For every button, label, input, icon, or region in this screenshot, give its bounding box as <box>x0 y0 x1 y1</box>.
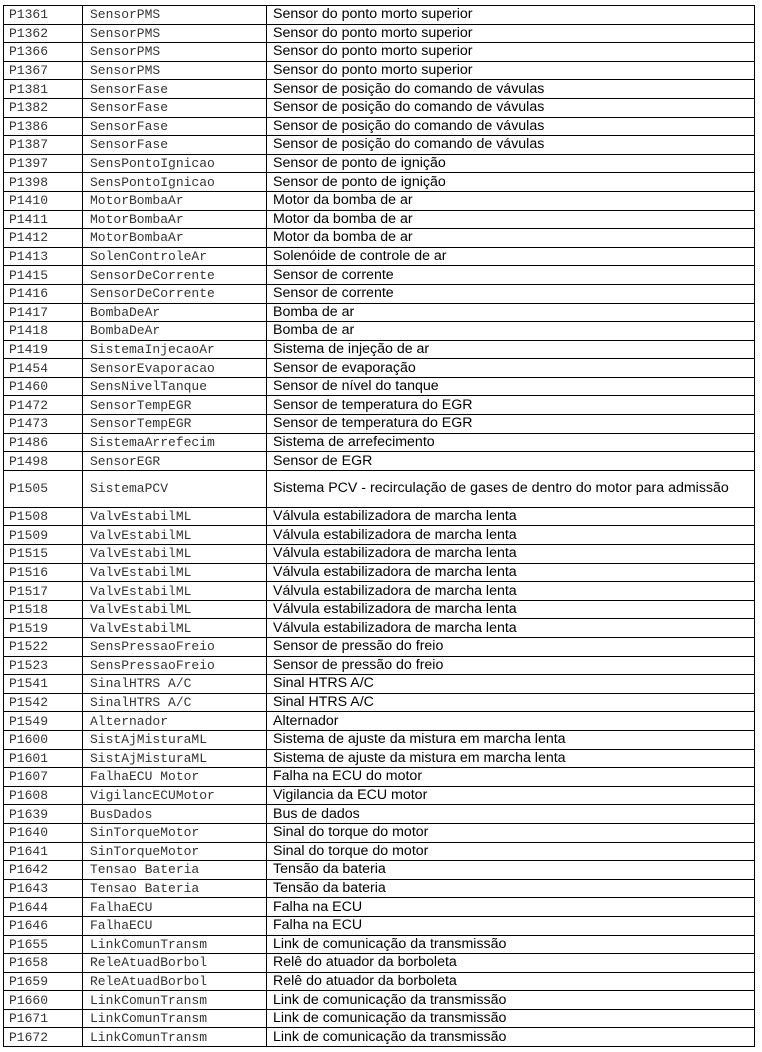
component-name-cell: SensorPMS <box>83 24 267 43</box>
description-cell: Link de comunicação da transmissão <box>267 1009 755 1028</box>
fault-code-cell: P1498 <box>4 452 83 471</box>
table-row <box>4 712 755 731</box>
table-row <box>4 377 755 396</box>
description-cell: Sensor do ponto morto superior <box>267 43 755 62</box>
table-row <box>4 842 755 861</box>
description-cell: Válvula estabilizadora de marcha lenta <box>267 545 755 564</box>
fault-code-cell: P1517 <box>4 582 83 601</box>
table-row <box>4 861 755 880</box>
description-cell: Tensão da bateria <box>267 861 755 880</box>
component-name-cell: MotorBombaAr <box>83 210 267 229</box>
fault-code-cell: P1381 <box>4 80 83 99</box>
table-row <box>4 656 755 675</box>
table-row <box>4 303 755 322</box>
fault-code-cell: P1410 <box>4 191 83 210</box>
table-row <box>4 582 755 601</box>
component-name-cell: ValvEstabilML <box>83 526 267 545</box>
component-name-cell: ValvEstabilML <box>83 600 267 619</box>
fault-code-cell: P1672 <box>4 1028 83 1047</box>
fault-code-cell: P1522 <box>4 638 83 657</box>
fault-code-cell: P1600 <box>4 730 83 749</box>
table-row <box>4 284 755 303</box>
table-row <box>4 229 755 248</box>
table-row <box>4 526 755 545</box>
description-cell: Válvula estabilizadora de marcha lenta <box>267 526 755 545</box>
description-cell: Sinal do torque do motor <box>267 842 755 861</box>
table-row <box>4 1009 755 1028</box>
fault-code-cell: P1413 <box>4 247 83 266</box>
fault-code-cell: P1508 <box>4 507 83 526</box>
description-cell: Bomba de ar <box>267 303 755 322</box>
fault-code-cell: P1660 <box>4 991 83 1010</box>
table-row <box>4 730 755 749</box>
table-row <box>4 619 755 638</box>
table-row <box>4 898 755 917</box>
component-name-cell: SensorTempEGR <box>83 396 267 415</box>
description-cell: Sensor de posição do comando de vávulas <box>267 136 755 155</box>
fault-code-cell: P1454 <box>4 359 83 378</box>
fault-code-cell: P1549 <box>4 712 83 731</box>
component-name-cell: SinalHTRS A/C <box>83 693 267 712</box>
table-row <box>4 191 755 210</box>
description-cell: Válvula estabilizadora de marcha lenta <box>267 619 755 638</box>
fault-code-cell: P1646 <box>4 916 83 935</box>
description-cell: Sistema de ajuste da mistura em marcha lenta <box>267 730 755 749</box>
component-name-cell: ReleAtuadBorbol <box>83 954 267 973</box>
table-row <box>4 954 755 973</box>
fault-code-cell: P1518 <box>4 600 83 619</box>
component-name-cell: FalhaECU <box>83 898 267 917</box>
component-name-cell: BombaDeAr <box>83 303 267 322</box>
description-cell: Sinal HTRS A/C <box>267 693 755 712</box>
table-row <box>4 61 755 80</box>
fault-code-cell: P1509 <box>4 526 83 545</box>
description-cell: Sinal HTRS A/C <box>267 675 755 694</box>
component-name-cell: Tensao Bateria <box>83 861 267 880</box>
table-row <box>4 24 755 43</box>
fault-code-cell: P1601 <box>4 749 83 768</box>
table-row <box>4 470 755 507</box>
description-cell: Sinal do torque do motor <box>267 823 755 842</box>
component-name-cell: MotorBombaAr <box>83 229 267 248</box>
component-name-cell: SensorFase <box>83 136 267 155</box>
fault-code-cell: P1639 <box>4 805 83 824</box>
component-name-cell: SistemaInjecaoAr <box>83 340 267 359</box>
table-row <box>4 322 755 341</box>
fault-code-cell: P1655 <box>4 935 83 954</box>
table-row <box>4 563 755 582</box>
description-cell: Sensor de posição do comando de vávulas <box>267 117 755 136</box>
component-name-cell: ValvEstabilML <box>83 582 267 601</box>
description-cell: Sistema de ajuste da mistura em marcha lenta <box>267 749 755 768</box>
component-name-cell: FalhaECU Motor <box>83 768 267 787</box>
component-name-cell: SensorFase <box>83 98 267 117</box>
table-row <box>4 359 755 378</box>
component-name-cell: ReleAtuadBorbol <box>83 972 267 991</box>
description-cell: Bomba de ar <box>267 322 755 341</box>
table-row <box>4 507 755 526</box>
description-cell: Sensor de nível do tanque <box>267 377 755 396</box>
component-name-cell: SensorEGR <box>83 452 267 471</box>
description-cell: Link de comunicação da transmissão <box>267 1028 755 1047</box>
fault-code-cell: P1367 <box>4 61 83 80</box>
fault-code-cell: P1516 <box>4 563 83 582</box>
component-name-cell: ValvEstabilML <box>83 545 267 564</box>
table-row <box>4 98 755 117</box>
table-row <box>4 1028 755 1047</box>
component-name-cell: SinTorqueMotor <box>83 823 267 842</box>
component-name-cell: SensorFase <box>83 117 267 136</box>
component-name-cell: VigilancECUMotor <box>83 786 267 805</box>
description-cell: Sensor de pressão do freio <box>267 638 755 657</box>
description-cell: Bus de dados <box>267 805 755 824</box>
description-cell: Válvula estabilizadora de marcha lenta <box>267 600 755 619</box>
component-name-cell: SensorPMS <box>83 6 267 25</box>
table-row <box>4 786 755 805</box>
table-row <box>4 991 755 1010</box>
fault-code-cell: P1419 <box>4 340 83 359</box>
component-name-cell: SistAjMisturaML <box>83 730 267 749</box>
component-name-cell: SensorPMS <box>83 43 267 62</box>
table-row <box>4 210 755 229</box>
fault-code-cell: P1387 <box>4 136 83 155</box>
fault-code-cell: P1397 <box>4 154 83 173</box>
description-cell: Sensor de ponto de ignição <box>267 173 755 192</box>
description-cell: Válvula estabilizadora de marcha lenta <box>267 563 755 582</box>
table-row <box>4 415 755 434</box>
component-name-cell: BusDados <box>83 805 267 824</box>
component-name-cell: LinkComunTransm <box>83 991 267 1010</box>
component-name-cell: ValvEstabilML <box>83 619 267 638</box>
table-row <box>4 768 755 787</box>
description-cell: Motor da bomba de ar <box>267 191 755 210</box>
table-row <box>4 972 755 991</box>
description-cell: Sensor de ponto de ignição <box>267 154 755 173</box>
description-cell: Sensor do ponto morto superior <box>267 6 755 25</box>
description-cell: Válvula estabilizadora de marcha lenta <box>267 582 755 601</box>
component-name-cell: SistemaPCV <box>83 470 267 507</box>
description-cell: Alternador <box>267 712 755 731</box>
fault-code-cell: P1641 <box>4 842 83 861</box>
description-cell: Válvula estabilizadora de marcha lenta <box>267 507 755 526</box>
component-name-cell: Alternador <box>83 712 267 731</box>
description-cell: Sensor do ponto morto superior <box>267 61 755 80</box>
table-row <box>4 935 755 954</box>
component-name-cell: SensorFase <box>83 80 267 99</box>
description-cell: Tensão da bateria <box>267 879 755 898</box>
table-row <box>4 879 755 898</box>
component-name-cell: SensorDeCorrente <box>83 266 267 285</box>
table-row <box>4 452 755 471</box>
table-row <box>4 638 755 657</box>
component-name-cell: Tensao Bateria <box>83 879 267 898</box>
description-cell: Falha na ECU do motor <box>267 768 755 787</box>
fault-code-cell: P1607 <box>4 768 83 787</box>
component-name-cell: MotorBombaAr <box>83 191 267 210</box>
table-row <box>4 433 755 452</box>
fault-code-cell: P1642 <box>4 861 83 880</box>
description-cell: Link de comunicação da transmissão <box>267 991 755 1010</box>
table-row <box>4 545 755 564</box>
table-row <box>4 805 755 824</box>
component-name-cell: SinTorqueMotor <box>83 842 267 861</box>
description-cell: Motor da bomba de ar <box>267 210 755 229</box>
table-row <box>4 136 755 155</box>
description-cell: Relê do atuador da borboleta <box>267 972 755 991</box>
fault-code-cell: P1460 <box>4 377 83 396</box>
fault-code-cell: P1644 <box>4 898 83 917</box>
description-cell: Sensor do ponto morto superior <box>267 24 755 43</box>
component-name-cell: LinkComunTransm <box>83 1028 267 1047</box>
description-cell: Sensor de EGR <box>267 452 755 471</box>
fault-code-cell: P1415 <box>4 266 83 285</box>
table-row <box>4 340 755 359</box>
description-cell: Vigilancia da ECU motor <box>267 786 755 805</box>
fault-code-cell: P1541 <box>4 675 83 694</box>
description-cell: Falha na ECU <box>267 898 755 917</box>
component-name-cell: SensorPMS <box>83 61 267 80</box>
table-row <box>4 266 755 285</box>
description-cell: Relê do atuador da borboleta <box>267 954 755 973</box>
table-row <box>4 6 755 25</box>
description-cell: Sensor de temperatura do EGR <box>267 396 755 415</box>
table-row <box>4 916 755 935</box>
component-name-cell: SistemaArrefecim <box>83 433 267 452</box>
fault-code-cell: P1515 <box>4 545 83 564</box>
description-cell: Sistema PCV - recirculação de gases de dentro do motor para admissão <box>267 470 755 507</box>
table-row <box>4 749 755 768</box>
table-row <box>4 173 755 192</box>
fault-code-cell: P1523 <box>4 656 83 675</box>
table-row <box>4 154 755 173</box>
description-cell: Sensor de evaporação <box>267 359 755 378</box>
description-cell: Sistema de arrefecimento <box>267 433 755 452</box>
component-name-cell: SistAjMisturaML <box>83 749 267 768</box>
component-name-cell: LinkComunTransm <box>83 1009 267 1028</box>
table-row <box>4 823 755 842</box>
fault-code-cell: P1416 <box>4 284 83 303</box>
fault-code-cell: P1418 <box>4 322 83 341</box>
description-cell: Sistema de injeção de ar <box>267 340 755 359</box>
fault-code-cell: P1658 <box>4 954 83 973</box>
fault-code-cell: P1608 <box>4 786 83 805</box>
fault-code-cell: P1386 <box>4 117 83 136</box>
component-name-cell: SensPontoIgnicao <box>83 173 267 192</box>
table-row <box>4 396 755 415</box>
component-name-cell: SensPressaoFreio <box>83 656 267 675</box>
fault-code-table <box>3 5 755 1047</box>
fault-code-cell: P1473 <box>4 415 83 434</box>
fault-code-cell: P1640 <box>4 823 83 842</box>
fault-code-cell: P1366 <box>4 43 83 62</box>
description-cell: Link de comunicação da transmissão <box>267 935 755 954</box>
fault-code-cell: P1412 <box>4 229 83 248</box>
component-name-cell: SinalHTRS A/C <box>83 675 267 694</box>
table-row <box>4 117 755 136</box>
table-row <box>4 675 755 694</box>
description-cell: Solenóide de controle de ar <box>267 247 755 266</box>
fault-code-cell: P1542 <box>4 693 83 712</box>
table-row <box>4 43 755 62</box>
fault-code-table-body <box>4 6 755 1047</box>
fault-code-cell: P1659 <box>4 972 83 991</box>
description-cell: Sensor de pressão do freio <box>267 656 755 675</box>
description-cell: Sensor de corrente <box>267 266 755 285</box>
description-cell: Falha na ECU <box>267 916 755 935</box>
component-name-cell: SensPontoIgnicao <box>83 154 267 173</box>
component-name-cell: SensorEvaporacao <box>83 359 267 378</box>
fault-code-cell: P1382 <box>4 98 83 117</box>
table-row <box>4 247 755 266</box>
fault-code-cell: P1417 <box>4 303 83 322</box>
fault-code-cell: P1643 <box>4 879 83 898</box>
fault-code-cell: P1505 <box>4 470 83 507</box>
table-row <box>4 600 755 619</box>
description-cell: Sensor de posição do comando de vávulas <box>267 80 755 99</box>
component-name-cell: SensorTempEGR <box>83 415 267 434</box>
fault-code-cell: P1362 <box>4 24 83 43</box>
description-cell: Sensor de temperatura do EGR <box>267 415 755 434</box>
fault-code-cell: P1398 <box>4 173 83 192</box>
component-name-cell: SensNivelTanque <box>83 377 267 396</box>
component-name-cell: LinkComunTransm <box>83 935 267 954</box>
fault-code-cell: P1411 <box>4 210 83 229</box>
description-cell: Motor da bomba de ar <box>267 229 755 248</box>
description-cell: Sensor de posição do comando de vávulas <box>267 98 755 117</box>
component-name-cell: SensPressaoFreio <box>83 638 267 657</box>
component-name-cell: FalhaECU <box>83 916 267 935</box>
fault-code-cell: P1486 <box>4 433 83 452</box>
fault-code-cell: P1519 <box>4 619 83 638</box>
component-name-cell: BombaDeAr <box>83 322 267 341</box>
fault-code-cell: P1361 <box>4 6 83 25</box>
component-name-cell: ValvEstabilML <box>83 563 267 582</box>
fault-code-cell: P1472 <box>4 396 83 415</box>
description-cell: Sensor de corrente <box>267 284 755 303</box>
table-row <box>4 80 755 99</box>
component-name-cell: SolenControleAr <box>83 247 267 266</box>
table-row <box>4 693 755 712</box>
component-name-cell: ValvEstabilML <box>83 507 267 526</box>
fault-code-cell: P1671 <box>4 1009 83 1028</box>
component-name-cell: SensorDeCorrente <box>83 284 267 303</box>
